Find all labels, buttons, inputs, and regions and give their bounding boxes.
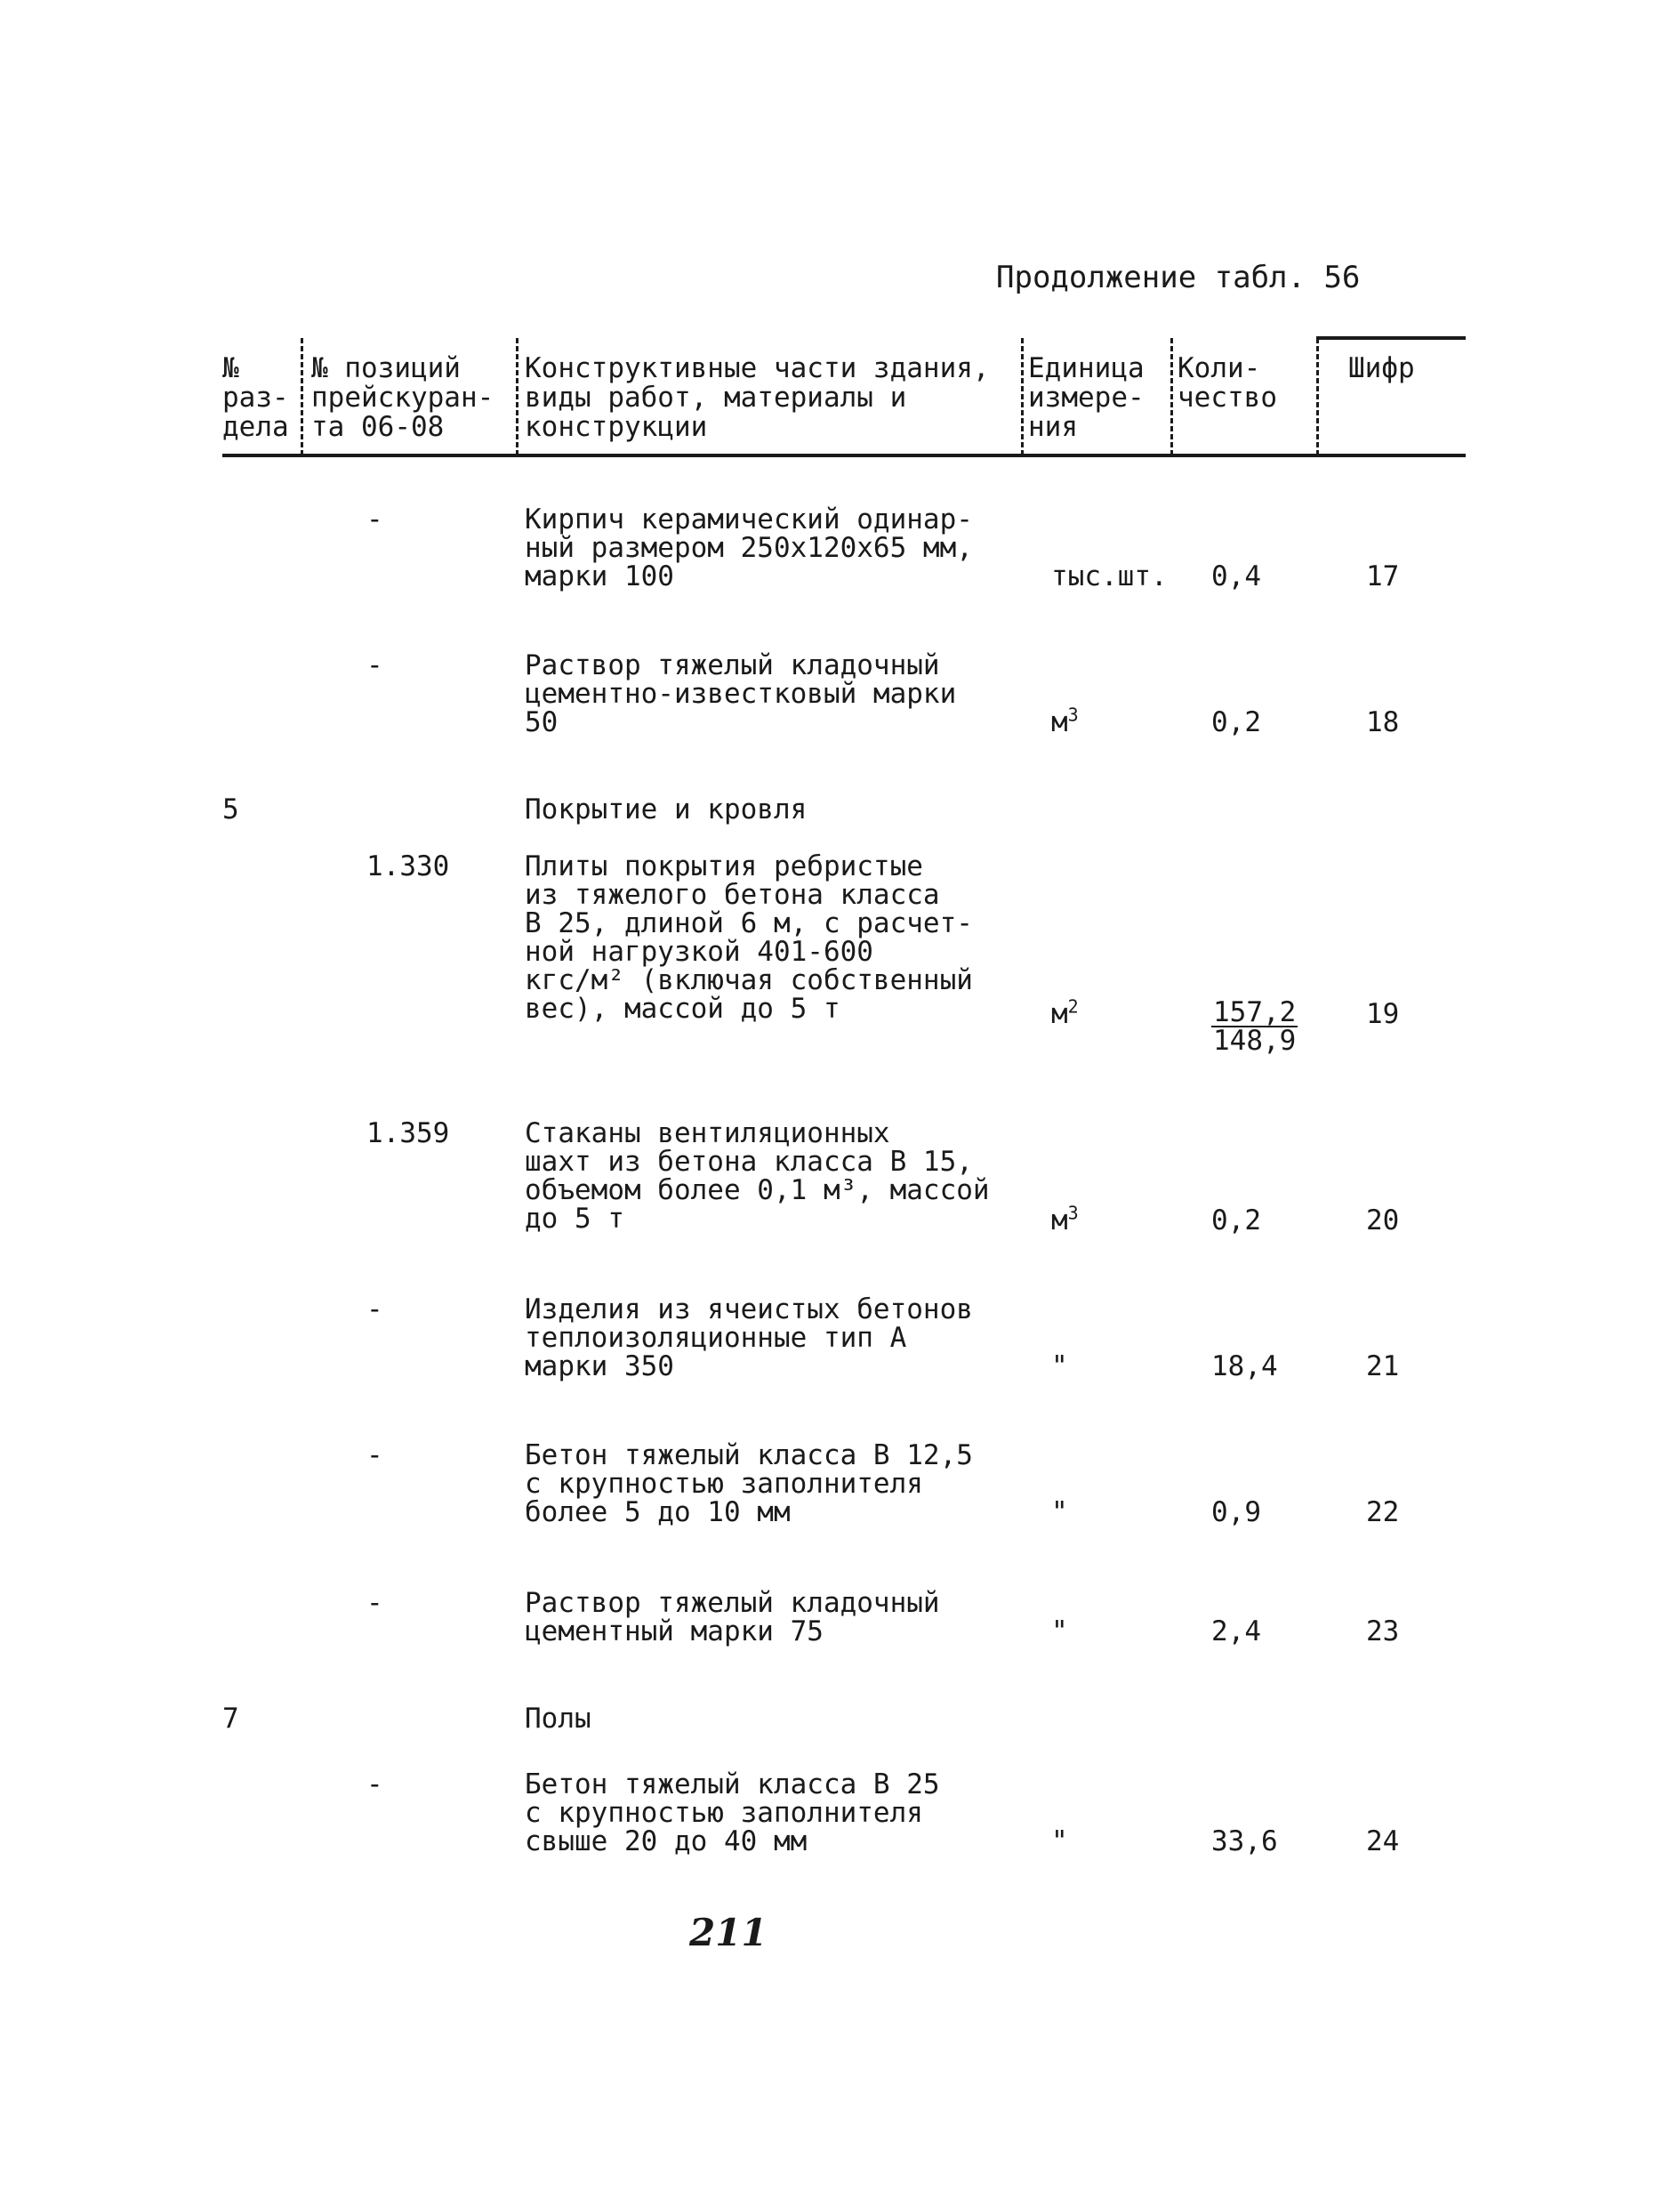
row-position: 1.330 [366,850,450,882]
row-position: - [366,1768,383,1800]
row-unit-ditto: " [1051,1350,1068,1382]
row-code: 21 [1366,1350,1400,1382]
row-position: - [366,1293,383,1325]
row-position: 1.359 [366,1117,450,1149]
section-title: Покрытие и кровля [525,793,808,826]
row-description: Бетон тяжелый класса В 12,5 с крупностью заполнителя более 5 до 10 мм [525,1439,973,1528]
header-top-rule [1316,336,1466,340]
row-position: - [366,1439,383,1471]
row-unit-ditto: " [1051,1496,1068,1528]
header-section-number: № раз- дела [222,352,289,443]
header-quantity: Коли- чество [1178,352,1277,414]
row-unit: $м^3$ [1051,704,1079,738]
row-position: - [366,649,383,681]
row-unit: $м^2$ [1051,995,1079,1030]
row-code: 20 [1366,1204,1400,1236]
header-unit: Единица измере- ния [1028,352,1145,443]
table-caption: Продолжение табл. 56 [996,260,1361,295]
row-description: Бетон тяжелый класса В 25 с крупностью заполнителя свыше 20 до 40 мм [525,1768,940,1857]
row-unit: тыс.шт. [1051,560,1168,592]
row-code: 24 [1366,1825,1400,1857]
row-quantity: 0,2 [1211,1204,1261,1236]
row-description: Стаканы вентиляционных шахт из бетона класса В 15, объемом более 0,1 м³, массой до 5 т [525,1117,990,1235]
row-description: Раствор тяжелый кладочный цементно-известковый марки 50 [525,649,957,738]
row-quantity: 0,9 [1211,1496,1261,1528]
row-quantity: 0,2 [1211,706,1261,738]
row-description: Кирпич керамический одинар- ный размером 250х120х65 мм, марки 100 [525,503,973,592]
column-separator [516,338,518,455]
row-quantity: 18,4 [1211,1350,1278,1382]
header-price-position: № позиций прейскуран- та 06-08 [311,352,494,443]
row-code: 22 [1366,1496,1400,1528]
column-separator [1316,338,1319,455]
section-title: Полы [525,1703,591,1735]
row-position: - [366,503,383,536]
section-number: 5 [222,793,239,826]
row-quantity-fraction: $\frac{157,2}{148,9}$ [1213,996,1297,1057]
column-separator [301,338,303,455]
row-quantity: 0,4 [1211,560,1261,592]
row-unit: $м^3$ [1051,1202,1079,1236]
row-position: - [366,1587,383,1619]
row-description: Раствор тяжелый кладочный цементный марки 75 [525,1587,940,1647]
header-code: Шифр [1348,352,1415,384]
page-number: 211 [689,1911,768,1954]
row-unit-ditto: " [1051,1615,1068,1647]
row-code: 19 [1366,998,1400,1030]
header-description: Конструктивные части здания, виды работ, материалы и конструкции [525,352,990,443]
row-code: 23 [1366,1615,1400,1647]
row-quantity: 33,6 [1211,1825,1278,1857]
row-unit-ditto: " [1051,1825,1068,1857]
row-description: Изделия из ячеистых бетонов теплоизоляционные тип А марки 350 [525,1293,973,1382]
row-description: Плиты покрытия ребристые из тяжелого бетона класса В 25, длиной 6 м, с расчет- ной нагрузкой 401-600 кгс/м² (включая собственный вес), массой до 5 т [525,850,973,1025]
row-code: 18 [1366,706,1400,738]
column-separator [1170,338,1173,455]
row-quantity: 2,4 [1211,1615,1261,1647]
row-code: 17 [1366,560,1400,592]
section-number: 7 [222,1703,239,1735]
header-bottom-rule [222,454,1466,457]
column-separator [1021,338,1024,455]
